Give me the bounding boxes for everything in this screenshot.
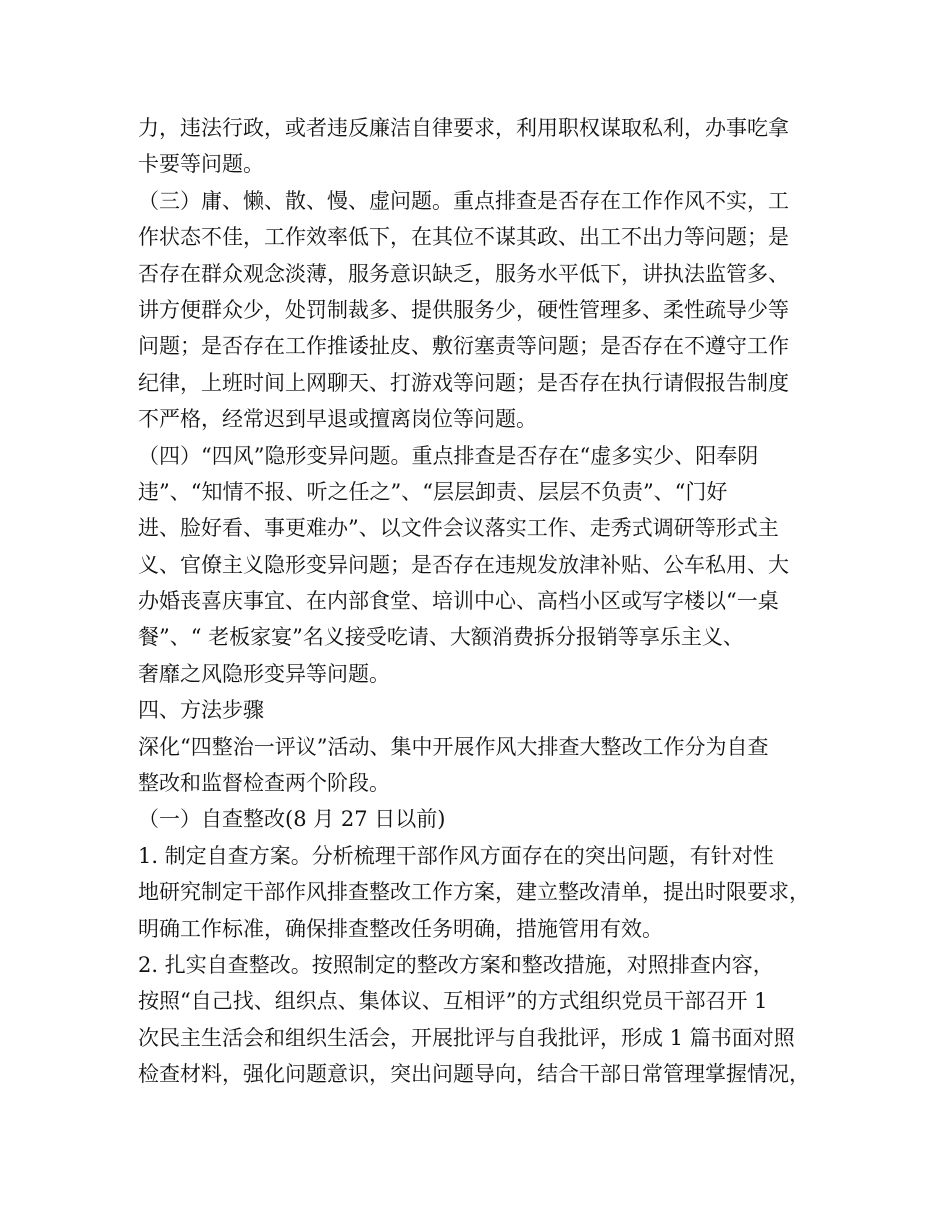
text-line: 按照“自己找、组织点、集体议、互相评”的方式组织党员干部召开 1: [138, 989, 768, 1014]
text-line: 深化“四整治一评议”活动、集中开展作风大排查大整改工作分为自查: [138, 734, 769, 759]
text-line: （三）庸、懒、散、慢、虚问题。重点排查是否存在工作作风不实，工: [138, 188, 789, 213]
text-line: 次民主生活会和组织生活会，开展批评与自我批评，形成 1 篇书面对照: [138, 1025, 795, 1050]
text-line: 作状态不佳，工作效率低下，在其位不谋其政、出工不出力等问题；是: [138, 225, 789, 250]
text-line: 否存在群众观念淡薄，服务意识缺乏，服务水平低下，讲执法监管多、: [138, 261, 789, 286]
text-line: 地研究制定干部作风排查整改工作方案，建立整改清单，提出时限要求，: [138, 880, 810, 905]
text-line: 奢靡之风隐形变异等问题。: [138, 661, 390, 686]
text-line: 不严格，经常迟到早退或擅离岗位等问题。: [138, 407, 537, 432]
text-line: 明确工作标准，确保排查整改任务明确，措施管用有效。: [138, 916, 663, 941]
text-line: 问题；是否存在工作推诿扯皮、敷衍塞责等问题；是否存在不遵守工作: [138, 334, 789, 359]
text-line: 违”、“知情不报、听之任之”、“层层卸责、层层不负责”、“门好: [138, 479, 728, 504]
text-line: 餐”、“ 老板家宴”名义接受吃请、大额消费拆分报销等享乐主义、: [138, 625, 744, 650]
text-line: 整改和监督检查两个阶段。: [138, 771, 390, 796]
text-line: 讲方便群众少，处罚制裁多、提供服务少，硬性管理多、柔性疏导少等: [138, 297, 789, 322]
document-body: [138, 110, 828, 1093]
text-line: 义、官僚主义隐形变异问题；是否存在违规发放津补贴、公车私用、大: [138, 552, 789, 577]
text-line: 2. 扎实自查整改。按照制定的整改方案和整改措施，对照排查内容，: [138, 952, 774, 977]
text-line: 进、脸好看、事更难办”、以文件会议落实工作、走秀式调研等形式主: [138, 516, 779, 541]
subsection-heading: （一）自查整改(8 月 27 日以前): [138, 807, 446, 832]
text-line: 力，违法行政，或者违反廉洁自律要求，利用职权谋取私利，办事吃拿: [138, 116, 789, 140]
text-line: （四）“四风”隐形变异问题。重点排查是否存在“虚多实少、阳奉阴: [138, 443, 759, 468]
text-line: 检查材料，强化问题意识，突出问题导向，结合干部日常管理掌握情况，: [138, 1062, 810, 1087]
text-line: 卡要等问题。: [138, 152, 264, 177]
section-heading: 四、方法步骤: [138, 698, 264, 723]
text-line: 办婚丧喜庆事宜、在内部食堂、培训中心、高档小区或写字楼以“一桌: [138, 589, 779, 614]
text-line: 纪律，上班时间上网聊天、打游戏等问题；是否存在执行请假报告制度: [138, 370, 789, 395]
text-line: 1. 制定自查方案。分析梳理干部作风方面存在的突出问题，有针对性: [138, 843, 774, 868]
